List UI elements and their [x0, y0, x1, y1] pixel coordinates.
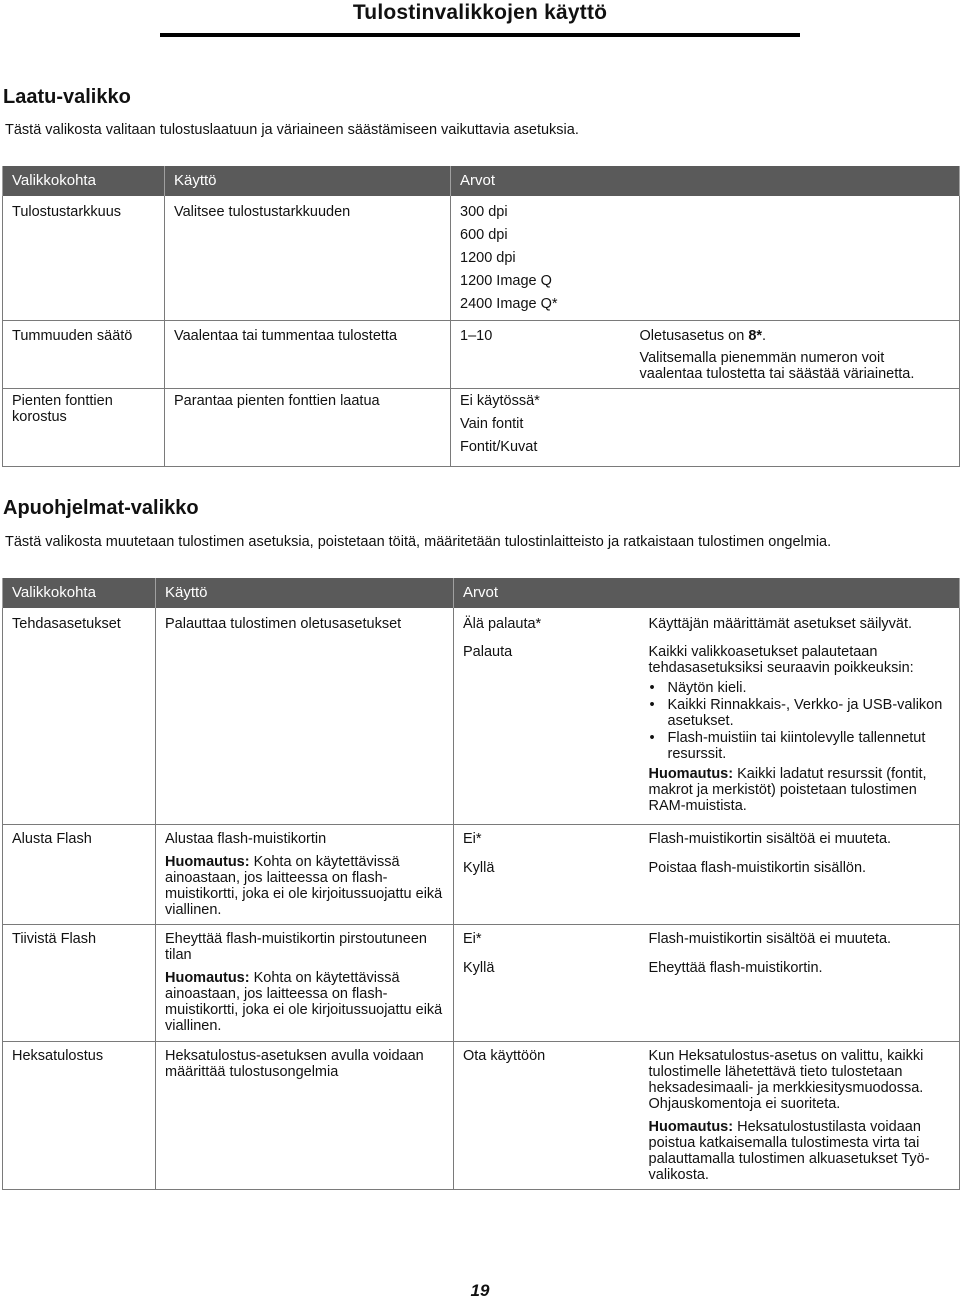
cell-value: Älä palauta* — [463, 616, 542, 632]
cell-use — [156, 924, 454, 1041]
table-row — [3, 320, 960, 388]
note-text: Heksatulostustilasta voidaan poistua katkaisemalla tulostimesta virta tai palauttamalla tulostimen alkuasetukset Työ-valikosta. — [648, 1118, 930, 1183]
cell-use: Valitsee tulostustarkkuuden — [165, 196, 451, 320]
cell-description — [636, 320, 960, 388]
cell-description: Poistaa flash-muistikortin sisällön. — [640, 854, 960, 924]
table-row — [3, 824, 960, 854]
cell-item: Alusta Flash — [3, 824, 156, 924]
table-header-row — [3, 578, 960, 608]
cell-value: Ei* — [454, 824, 640, 854]
default-value: 8* — [748, 327, 763, 344]
cell-values — [451, 388, 960, 466]
table-row — [3, 924, 960, 954]
cell-value: Ei* — [454, 924, 640, 954]
description-text: Kun Heksatulostus-asetus on valittu, kaikki tulostimelle lähetettävä tieto tulostetaan heksadesimaali- ja merkkiesitysmuodossa. Ohjauskomentoja ei suoriteta. — [648, 1047, 924, 1112]
note-prefix: Oletusasetus on — [639, 327, 749, 344]
cell-values — [451, 196, 960, 320]
cell-item: Tummuuden säätö — [3, 320, 165, 388]
table-row — [3, 1041, 960, 1189]
table-row — [3, 388, 960, 466]
cell-item: Tehdasasetukset — [3, 608, 156, 824]
section-title-apuohjelmat: Apuohjelmat-valikko — [3, 497, 199, 519]
cell-use: Palauttaa tulostimen oletusasetukset — [156, 608, 454, 824]
list-item: • Kaikki Rinnakkais-, Verkko- ja USB-valikon asetukset. — [668, 697, 951, 729]
cell-use: Heksatulostus-asetuksen avulla voidaan määrittää tulostusongelmia — [156, 1041, 454, 1189]
table-row — [3, 608, 960, 638]
note-label: Huomautus: — [165, 969, 250, 986]
use-text: Eheyttää flash-muistikortin pirstoutuneen tilan — [165, 930, 427, 963]
section-intro-laatu: Tästä valikosta valitaan tulostuslaatuun ja väriaineen säästämiseen vaikuttavia asetuksia. — [5, 122, 579, 138]
cell-use — [156, 824, 454, 924]
note-text: Kaikki ladatut resurssit (fontit, makrot ja merkistöt) poistetaan tulostimen RAM-muistista. — [648, 766, 927, 814]
note-text: Valitsemalla pienemmän numeron voit vaalentaa tulostetta tai säästää väriainetta. — [639, 349, 915, 382]
table-header-row — [3, 166, 960, 196]
value-option: Vain fontit — [460, 415, 524, 432]
section-intro-apuohjelmat: Tästä valikosta muutetaan tulostimen asetuksia, poistetaan töitä, määritetään tulostinlaitteisto ja ratkaistaan tulostimen ongelmia. — [5, 534, 832, 550]
cell-item: Heksatulostus — [3, 1041, 156, 1189]
column-header-use: Käyttö — [156, 578, 454, 608]
cell-value: 1–10 — [451, 320, 636, 388]
cell-use: Vaalentaa tai tummentaa tulostetta — [165, 320, 451, 388]
description-text: Kaikki valikkoasetukset palautetaan tehdasasetuksiksi seuraavin poikkeuksin: — [648, 644, 914, 676]
exception-list — [649, 680, 951, 762]
cell-description — [640, 638, 960, 824]
apuohjelmat-table — [2, 578, 960, 1190]
header-rule — [160, 33, 800, 37]
laatu-table — [2, 166, 960, 467]
list-item: • Näytön kieli. — [668, 680, 951, 696]
cell-description — [640, 1041, 960, 1189]
cell-item: Pienten fonttien korostus — [3, 388, 165, 466]
value-option: 1200 Image Q — [460, 273, 552, 289]
value-option: 300 dpi — [460, 204, 508, 220]
cell-value: Kyllä — [463, 860, 495, 876]
note-text: Kohta on käytettävissä ainoastaan, jos laitteessa on flash-muistikortti, joka ei ole kirjoitussuojattu eikä viallinen. — [165, 853, 443, 918]
note-label: Huomautus: — [165, 853, 250, 870]
cell-description: Eheyttää flash-muistikortin. — [640, 954, 960, 1041]
page-number: 19 — [470, 1281, 490, 1300]
column-header-item: Valikkokohta — [3, 578, 156, 608]
cell-description: Käyttäjän määrittämät asetukset säilyvät. — [640, 608, 960, 638]
note-label: Huomautus: — [648, 766, 734, 782]
cell-value: Ota käyttöön — [454, 1041, 640, 1189]
use-text: Alustaa flash-muistikortin — [165, 830, 327, 847]
page-header-title: Tulostinvalikkojen käyttö — [352, 1, 608, 24]
note-text: Kohta on käytettävissä ainoastaan, jos laitteessa on flash-muistikortti, joka ei ole kirjoitussuojattu eikä viallinen. — [165, 969, 443, 1034]
cell-description: Flash-muistikortin sisältöä ei muuteta. — [640, 824, 960, 854]
value-option: 600 dpi — [460, 227, 508, 243]
cell-value: Kyllä — [463, 960, 495, 976]
section-title-laatu: Laatu-valikko — [3, 86, 131, 108]
column-header-values: Arvot — [451, 166, 960, 196]
column-header-item: Valikkokohta — [3, 166, 165, 196]
list-item: • Flash-muistiin tai kiintolevylle tallennetut resurssit. — [668, 730, 951, 762]
cell-item: Tiivistä Flash — [3, 924, 156, 1041]
column-header-values: Arvot — [454, 578, 960, 608]
value-option: Ei käytössä* — [460, 392, 540, 409]
note-suffix: . — [762, 327, 767, 344]
cell-use: Parantaa pienten fonttien laatua — [165, 388, 451, 466]
column-header-use: Käyttö — [165, 166, 451, 196]
value-option: Fontit/Kuvat — [460, 438, 538, 455]
cell-description: Flash-muistikortin sisältöä ei muuteta. — [640, 924, 960, 954]
value-option: 1200 dpi — [460, 250, 516, 266]
note-label: Huomautus: — [648, 1118, 734, 1135]
value-option: 2400 Image Q* — [460, 296, 558, 312]
table-row — [3, 196, 960, 320]
cell-value: Palauta — [463, 644, 513, 660]
cell-item: Tulostustarkkuus — [3, 196, 165, 320]
